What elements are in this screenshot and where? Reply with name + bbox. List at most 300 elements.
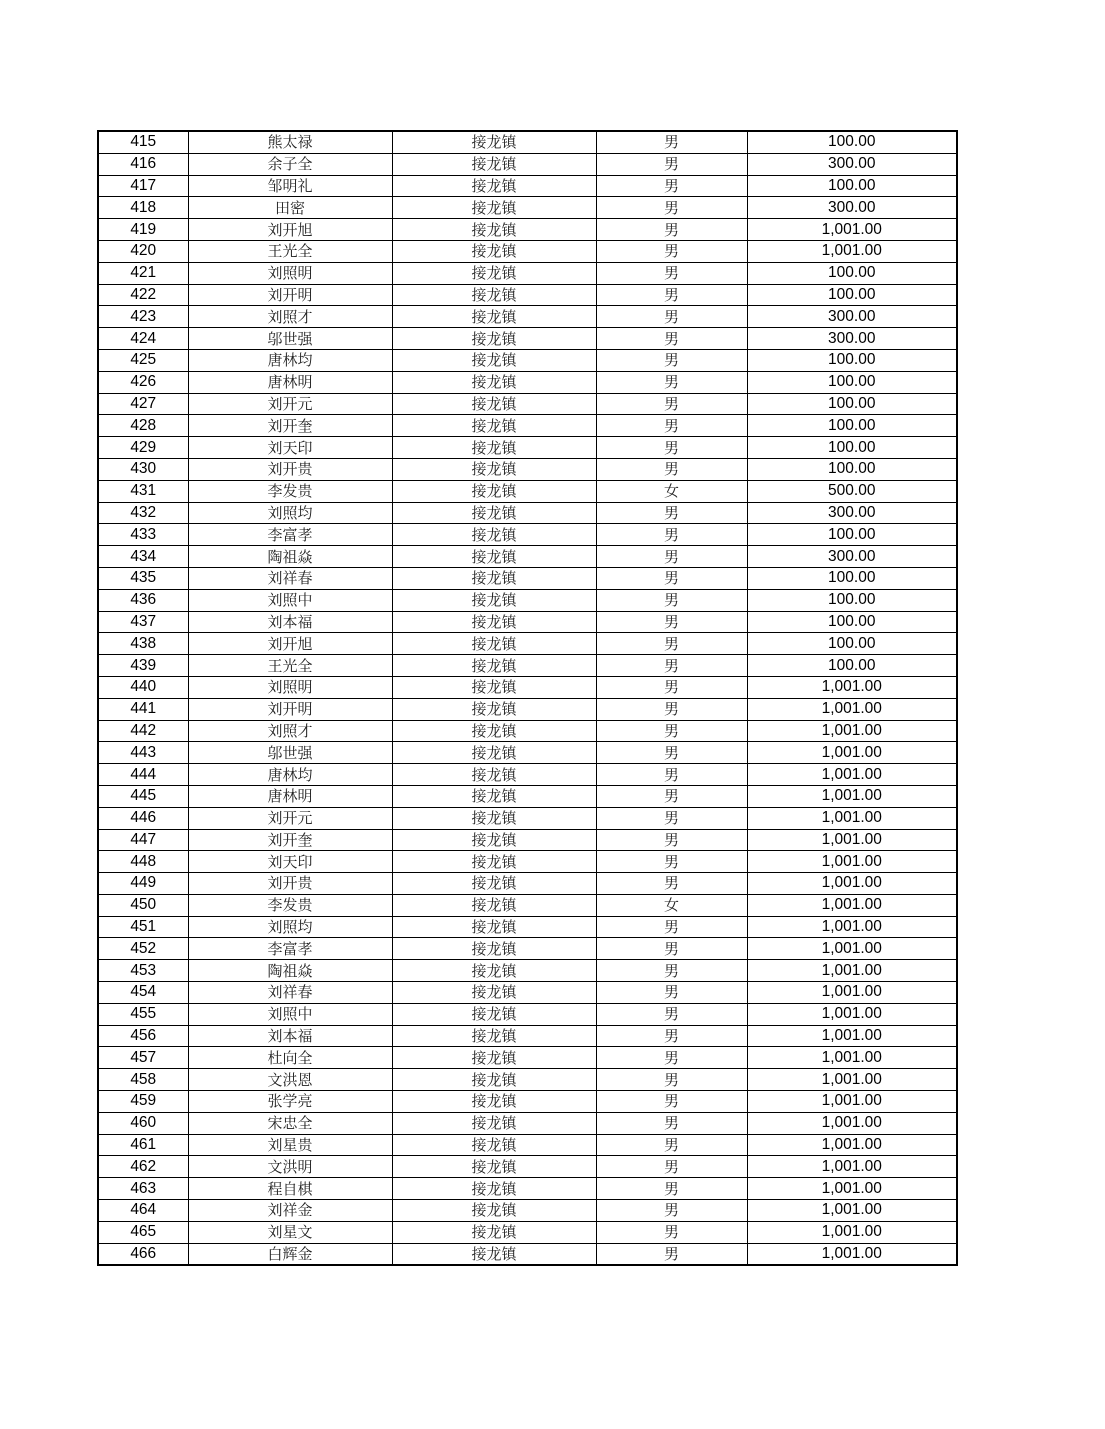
amount-cell: 100.00 <box>747 655 957 677</box>
row-number-cell: 425 <box>98 349 188 371</box>
sex-cell: 男 <box>596 1156 747 1178</box>
amount-cell: 100.00 <box>747 131 957 153</box>
sex-cell: 男 <box>596 131 747 153</box>
town-cell: 接龙镇 <box>392 1243 596 1265</box>
table-row <box>98 371 957 393</box>
table-row <box>98 131 957 153</box>
sex-cell: 男 <box>596 742 747 764</box>
row-number-cell: 426 <box>98 371 188 393</box>
table-row <box>98 960 957 982</box>
town-cell: 接龙镇 <box>392 1134 596 1156</box>
amount-cell: 100.00 <box>747 393 957 415</box>
table-row <box>98 829 957 851</box>
town-cell: 接龙镇 <box>392 197 596 219</box>
name-cell: 刘开贵 <box>188 458 392 480</box>
row-number-cell: 454 <box>98 982 188 1004</box>
amount-cell: 1,001.00 <box>747 1134 957 1156</box>
sex-cell: 男 <box>596 502 747 524</box>
roster-table-body <box>98 131 957 1265</box>
amount-cell: 300.00 <box>747 306 957 328</box>
row-number-cell: 455 <box>98 1003 188 1025</box>
amount-cell: 1,001.00 <box>747 1091 957 1113</box>
town-cell: 接龙镇 <box>392 873 596 895</box>
table-row <box>98 1134 957 1156</box>
row-number-cell: 431 <box>98 480 188 502</box>
sex-cell: 男 <box>596 1003 747 1025</box>
row-number-cell: 439 <box>98 655 188 677</box>
sex-cell: 男 <box>596 611 747 633</box>
town-cell: 接龙镇 <box>392 742 596 764</box>
amount-cell: 1,001.00 <box>747 1178 957 1200</box>
town-cell: 接龙镇 <box>392 1025 596 1047</box>
table-row <box>98 240 957 262</box>
amount-cell: 1,001.00 <box>747 1025 957 1047</box>
row-number-cell: 419 <box>98 219 188 241</box>
sex-cell: 男 <box>596 437 747 459</box>
name-cell: 刘开元 <box>188 807 392 829</box>
row-number-cell: 451 <box>98 916 188 938</box>
name-cell: 邬世强 <box>188 328 392 350</box>
sex-cell: 男 <box>596 524 747 546</box>
sex-cell: 男 <box>596 393 747 415</box>
town-cell: 接龙镇 <box>392 219 596 241</box>
row-number-cell: 437 <box>98 611 188 633</box>
sex-cell: 男 <box>596 916 747 938</box>
name-cell: 邹明礼 <box>188 175 392 197</box>
table-row <box>98 742 957 764</box>
amount-cell: 100.00 <box>747 262 957 284</box>
town-cell: 接龙镇 <box>392 1047 596 1069</box>
amount-cell: 100.00 <box>747 589 957 611</box>
table-row <box>98 676 957 698</box>
sex-cell: 男 <box>596 1243 747 1265</box>
name-cell: 刘祥金 <box>188 1200 392 1222</box>
table-row <box>98 1243 957 1265</box>
name-cell: 刘照中 <box>188 589 392 611</box>
row-number-cell: 464 <box>98 1200 188 1222</box>
name-cell: 刘照中 <box>188 1003 392 1025</box>
town-cell: 接龙镇 <box>392 458 596 480</box>
amount-cell: 1,001.00 <box>747 851 957 873</box>
name-cell: 熊太禄 <box>188 131 392 153</box>
table-row <box>98 480 957 502</box>
sex-cell: 男 <box>596 458 747 480</box>
row-number-cell: 422 <box>98 284 188 306</box>
sex-cell: 男 <box>596 219 747 241</box>
table-row <box>98 502 957 524</box>
row-number-cell: 463 <box>98 1178 188 1200</box>
town-cell: 接龙镇 <box>392 938 596 960</box>
amount-cell: 1,001.00 <box>747 1243 957 1265</box>
town-cell: 接龙镇 <box>392 415 596 437</box>
sex-cell: 男 <box>596 1134 747 1156</box>
row-number-cell: 460 <box>98 1112 188 1134</box>
sex-cell: 男 <box>596 676 747 698</box>
name-cell: 文洪明 <box>188 1156 392 1178</box>
town-cell: 接龙镇 <box>392 698 596 720</box>
sex-cell: 男 <box>596 764 747 786</box>
town-cell: 接龙镇 <box>392 131 596 153</box>
table-row <box>98 655 957 677</box>
amount-cell: 1,001.00 <box>747 916 957 938</box>
amount-cell: 100.00 <box>747 524 957 546</box>
amount-cell: 1,001.00 <box>747 698 957 720</box>
sex-cell: 男 <box>596 262 747 284</box>
amount-cell: 1,001.00 <box>747 873 957 895</box>
amount-cell: 100.00 <box>747 567 957 589</box>
sex-cell: 男 <box>596 371 747 393</box>
amount-cell: 100.00 <box>747 371 957 393</box>
table-row <box>98 524 957 546</box>
sex-cell: 男 <box>596 1221 747 1243</box>
amount-cell: 100.00 <box>747 349 957 371</box>
table-row <box>98 611 957 633</box>
sex-cell: 男 <box>596 655 747 677</box>
amount-cell: 1,001.00 <box>747 960 957 982</box>
row-number-cell: 453 <box>98 960 188 982</box>
amount-cell: 1,001.00 <box>747 742 957 764</box>
town-cell: 接龙镇 <box>392 502 596 524</box>
town-cell: 接龙镇 <box>392 676 596 698</box>
town-cell: 接龙镇 <box>392 1178 596 1200</box>
town-cell: 接龙镇 <box>392 153 596 175</box>
amount-cell: 1,001.00 <box>747 764 957 786</box>
name-cell: 李富孝 <box>188 524 392 546</box>
table-row <box>98 415 957 437</box>
town-cell: 接龙镇 <box>392 894 596 916</box>
row-number-cell: 436 <box>98 589 188 611</box>
name-cell: 余子全 <box>188 153 392 175</box>
name-cell: 刘星文 <box>188 1221 392 1243</box>
sex-cell: 男 <box>596 1025 747 1047</box>
sex-cell: 男 <box>596 633 747 655</box>
name-cell: 刘开贵 <box>188 873 392 895</box>
town-cell: 接龙镇 <box>392 1156 596 1178</box>
name-cell: 程自棋 <box>188 1178 392 1200</box>
town-cell: 接龙镇 <box>392 284 596 306</box>
row-number-cell: 449 <box>98 873 188 895</box>
amount-cell: 1,001.00 <box>747 1200 957 1222</box>
amount-cell: 300.00 <box>747 328 957 350</box>
name-cell: 刘开旭 <box>188 219 392 241</box>
name-cell: 刘星贵 <box>188 1134 392 1156</box>
name-cell: 陶祖焱 <box>188 960 392 982</box>
amount-cell: 1,001.00 <box>747 785 957 807</box>
row-number-cell: 445 <box>98 785 188 807</box>
table-row <box>98 567 957 589</box>
amount-cell: 1,001.00 <box>747 1112 957 1134</box>
sex-cell: 男 <box>596 873 747 895</box>
sex-cell: 男 <box>596 589 747 611</box>
sex-cell: 男 <box>596 567 747 589</box>
town-cell: 接龙镇 <box>392 1091 596 1113</box>
town-cell: 接龙镇 <box>392 851 596 873</box>
name-cell: 李富孝 <box>188 938 392 960</box>
row-number-cell: 450 <box>98 894 188 916</box>
name-cell: 刘照均 <box>188 502 392 524</box>
name-cell: 田密 <box>188 197 392 219</box>
row-number-cell: 456 <box>98 1025 188 1047</box>
row-number-cell: 465 <box>98 1221 188 1243</box>
row-number-cell: 418 <box>98 197 188 219</box>
sex-cell: 女 <box>596 480 747 502</box>
name-cell: 刘照明 <box>188 262 392 284</box>
sex-cell: 男 <box>596 306 747 328</box>
name-cell: 刘开奎 <box>188 415 392 437</box>
town-cell: 接龙镇 <box>392 829 596 851</box>
amount-cell: 300.00 <box>747 546 957 568</box>
name-cell: 刘祥春 <box>188 982 392 1004</box>
row-number-cell: 452 <box>98 938 188 960</box>
town-cell: 接龙镇 <box>392 437 596 459</box>
town-cell: 接龙镇 <box>392 480 596 502</box>
amount-cell: 1,001.00 <box>747 676 957 698</box>
table-row <box>98 1221 957 1243</box>
town-cell: 接龙镇 <box>392 1200 596 1222</box>
row-number-cell: 446 <box>98 807 188 829</box>
row-number-cell: 433 <box>98 524 188 546</box>
row-number-cell: 440 <box>98 676 188 698</box>
town-cell: 接龙镇 <box>392 589 596 611</box>
name-cell: 李发贵 <box>188 894 392 916</box>
row-number-cell: 417 <box>98 175 188 197</box>
table-row <box>98 982 957 1004</box>
table-row <box>98 807 957 829</box>
sex-cell: 男 <box>596 1112 747 1134</box>
town-cell: 接龙镇 <box>392 655 596 677</box>
sex-cell: 男 <box>596 851 747 873</box>
sex-cell: 男 <box>596 1069 747 1091</box>
row-number-cell: 427 <box>98 393 188 415</box>
table-row <box>98 437 957 459</box>
row-number-cell: 441 <box>98 698 188 720</box>
town-cell: 接龙镇 <box>392 349 596 371</box>
name-cell: 刘开旭 <box>188 633 392 655</box>
table-row <box>98 785 957 807</box>
amount-cell: 1,001.00 <box>747 1221 957 1243</box>
town-cell: 接龙镇 <box>392 1112 596 1134</box>
amount-cell: 1,001.00 <box>747 720 957 742</box>
amount-cell: 1,001.00 <box>747 982 957 1004</box>
row-number-cell: 421 <box>98 262 188 284</box>
table-row <box>98 851 957 873</box>
amount-cell: 100.00 <box>747 437 957 459</box>
sex-cell: 男 <box>596 720 747 742</box>
name-cell: 张学亮 <box>188 1091 392 1113</box>
name-cell: 李发贵 <box>188 480 392 502</box>
name-cell: 刘开明 <box>188 698 392 720</box>
row-number-cell: 429 <box>98 437 188 459</box>
table-row <box>98 328 957 350</box>
sex-cell: 男 <box>596 960 747 982</box>
amount-cell: 1,001.00 <box>747 1156 957 1178</box>
row-number-cell: 423 <box>98 306 188 328</box>
town-cell: 接龙镇 <box>392 262 596 284</box>
amount-cell: 1,001.00 <box>747 1003 957 1025</box>
town-cell: 接龙镇 <box>392 328 596 350</box>
town-cell: 接龙镇 <box>392 393 596 415</box>
row-number-cell: 457 <box>98 1047 188 1069</box>
table-row <box>98 219 957 241</box>
amount-cell: 300.00 <box>747 153 957 175</box>
row-number-cell: 435 <box>98 567 188 589</box>
name-cell: 刘天印 <box>188 851 392 873</box>
table-row <box>98 197 957 219</box>
sex-cell: 男 <box>596 240 747 262</box>
name-cell: 王光全 <box>188 240 392 262</box>
amount-cell: 300.00 <box>747 197 957 219</box>
sex-cell: 男 <box>596 153 747 175</box>
name-cell: 宋忠全 <box>188 1112 392 1134</box>
table-row <box>98 546 957 568</box>
name-cell: 刘本福 <box>188 611 392 633</box>
name-cell: 唐林明 <box>188 371 392 393</box>
name-cell: 杜向全 <box>188 1047 392 1069</box>
name-cell: 邬世强 <box>188 742 392 764</box>
town-cell: 接龙镇 <box>392 524 596 546</box>
table-row <box>98 764 957 786</box>
roster-table <box>97 130 958 1266</box>
table-row <box>98 306 957 328</box>
name-cell: 刘开明 <box>188 284 392 306</box>
row-number-cell: 447 <box>98 829 188 851</box>
table-row <box>98 894 957 916</box>
town-cell: 接龙镇 <box>392 371 596 393</box>
town-cell: 接龙镇 <box>392 546 596 568</box>
row-number-cell: 443 <box>98 742 188 764</box>
row-number-cell: 461 <box>98 1134 188 1156</box>
name-cell: 刘本福 <box>188 1025 392 1047</box>
name-cell: 刘照才 <box>188 720 392 742</box>
table-row <box>98 1200 957 1222</box>
row-number-cell: 458 <box>98 1069 188 1091</box>
sex-cell: 男 <box>596 197 747 219</box>
town-cell: 接龙镇 <box>392 982 596 1004</box>
table-row <box>98 1069 957 1091</box>
row-number-cell: 432 <box>98 502 188 524</box>
town-cell: 接龙镇 <box>392 1221 596 1243</box>
town-cell: 接龙镇 <box>392 633 596 655</box>
table-row <box>98 458 957 480</box>
town-cell: 接龙镇 <box>392 785 596 807</box>
table-row <box>98 393 957 415</box>
sex-cell: 男 <box>596 807 747 829</box>
table-row <box>98 1178 957 1200</box>
amount-cell: 100.00 <box>747 633 957 655</box>
amount-cell: 500.00 <box>747 480 957 502</box>
table-row <box>98 262 957 284</box>
town-cell: 接龙镇 <box>392 306 596 328</box>
sex-cell: 男 <box>596 175 747 197</box>
name-cell: 刘照均 <box>188 916 392 938</box>
amount-cell: 100.00 <box>747 175 957 197</box>
row-number-cell: 424 <box>98 328 188 350</box>
table-row <box>98 1025 957 1047</box>
sex-cell: 男 <box>596 785 747 807</box>
name-cell: 唐林均 <box>188 349 392 371</box>
sex-cell: 男 <box>596 938 747 960</box>
row-number-cell: 459 <box>98 1091 188 1113</box>
name-cell: 唐林明 <box>188 785 392 807</box>
row-number-cell: 430 <box>98 458 188 480</box>
sex-cell: 男 <box>596 1091 747 1113</box>
name-cell: 刘天印 <box>188 437 392 459</box>
name-cell: 刘照明 <box>188 676 392 698</box>
town-cell: 接龙镇 <box>392 960 596 982</box>
table-row <box>98 153 957 175</box>
table-row <box>98 1047 957 1069</box>
amount-cell: 1,001.00 <box>747 894 957 916</box>
name-cell: 白辉金 <box>188 1243 392 1265</box>
row-number-cell: 434 <box>98 546 188 568</box>
table-row <box>98 720 957 742</box>
name-cell: 王光全 <box>188 655 392 677</box>
table-row <box>98 284 957 306</box>
table-row <box>98 1091 957 1113</box>
row-number-cell: 448 <box>98 851 188 873</box>
sex-cell: 男 <box>596 1047 747 1069</box>
amount-cell: 1,001.00 <box>747 1047 957 1069</box>
row-number-cell: 415 <box>98 131 188 153</box>
table-row <box>98 938 957 960</box>
table-row <box>98 589 957 611</box>
amount-cell: 100.00 <box>747 611 957 633</box>
town-cell: 接龙镇 <box>392 720 596 742</box>
row-number-cell: 442 <box>98 720 188 742</box>
sex-cell: 女 <box>596 894 747 916</box>
table-row <box>98 1112 957 1134</box>
amount-cell: 1,001.00 <box>747 219 957 241</box>
town-cell: 接龙镇 <box>392 916 596 938</box>
name-cell: 唐林均 <box>188 764 392 786</box>
table-row <box>98 916 957 938</box>
table-row <box>98 698 957 720</box>
sex-cell: 男 <box>596 349 747 371</box>
sex-cell: 男 <box>596 415 747 437</box>
row-number-cell: 420 <box>98 240 188 262</box>
sex-cell: 男 <box>596 982 747 1004</box>
town-cell: 接龙镇 <box>392 175 596 197</box>
town-cell: 接龙镇 <box>392 1003 596 1025</box>
name-cell: 陶祖焱 <box>188 546 392 568</box>
amount-cell: 100.00 <box>747 458 957 480</box>
amount-cell: 1,001.00 <box>747 807 957 829</box>
name-cell: 刘开奎 <box>188 829 392 851</box>
town-cell: 接龙镇 <box>392 567 596 589</box>
town-cell: 接龙镇 <box>392 611 596 633</box>
row-number-cell: 438 <box>98 633 188 655</box>
table-row <box>98 873 957 895</box>
table-row <box>98 175 957 197</box>
row-number-cell: 416 <box>98 153 188 175</box>
amount-cell: 100.00 <box>747 415 957 437</box>
name-cell: 刘开元 <box>188 393 392 415</box>
name-cell: 刘照才 <box>188 306 392 328</box>
row-number-cell: 462 <box>98 1156 188 1178</box>
amount-cell: 1,001.00 <box>747 938 957 960</box>
table-row <box>98 349 957 371</box>
amount-cell: 300.00 <box>747 502 957 524</box>
sex-cell: 男 <box>596 698 747 720</box>
table-row <box>98 1003 957 1025</box>
row-number-cell: 428 <box>98 415 188 437</box>
town-cell: 接龙镇 <box>392 807 596 829</box>
amount-cell: 1,001.00 <box>747 240 957 262</box>
sex-cell: 男 <box>596 328 747 350</box>
name-cell: 刘祥春 <box>188 567 392 589</box>
name-cell: 文洪恩 <box>188 1069 392 1091</box>
row-number-cell: 444 <box>98 764 188 786</box>
